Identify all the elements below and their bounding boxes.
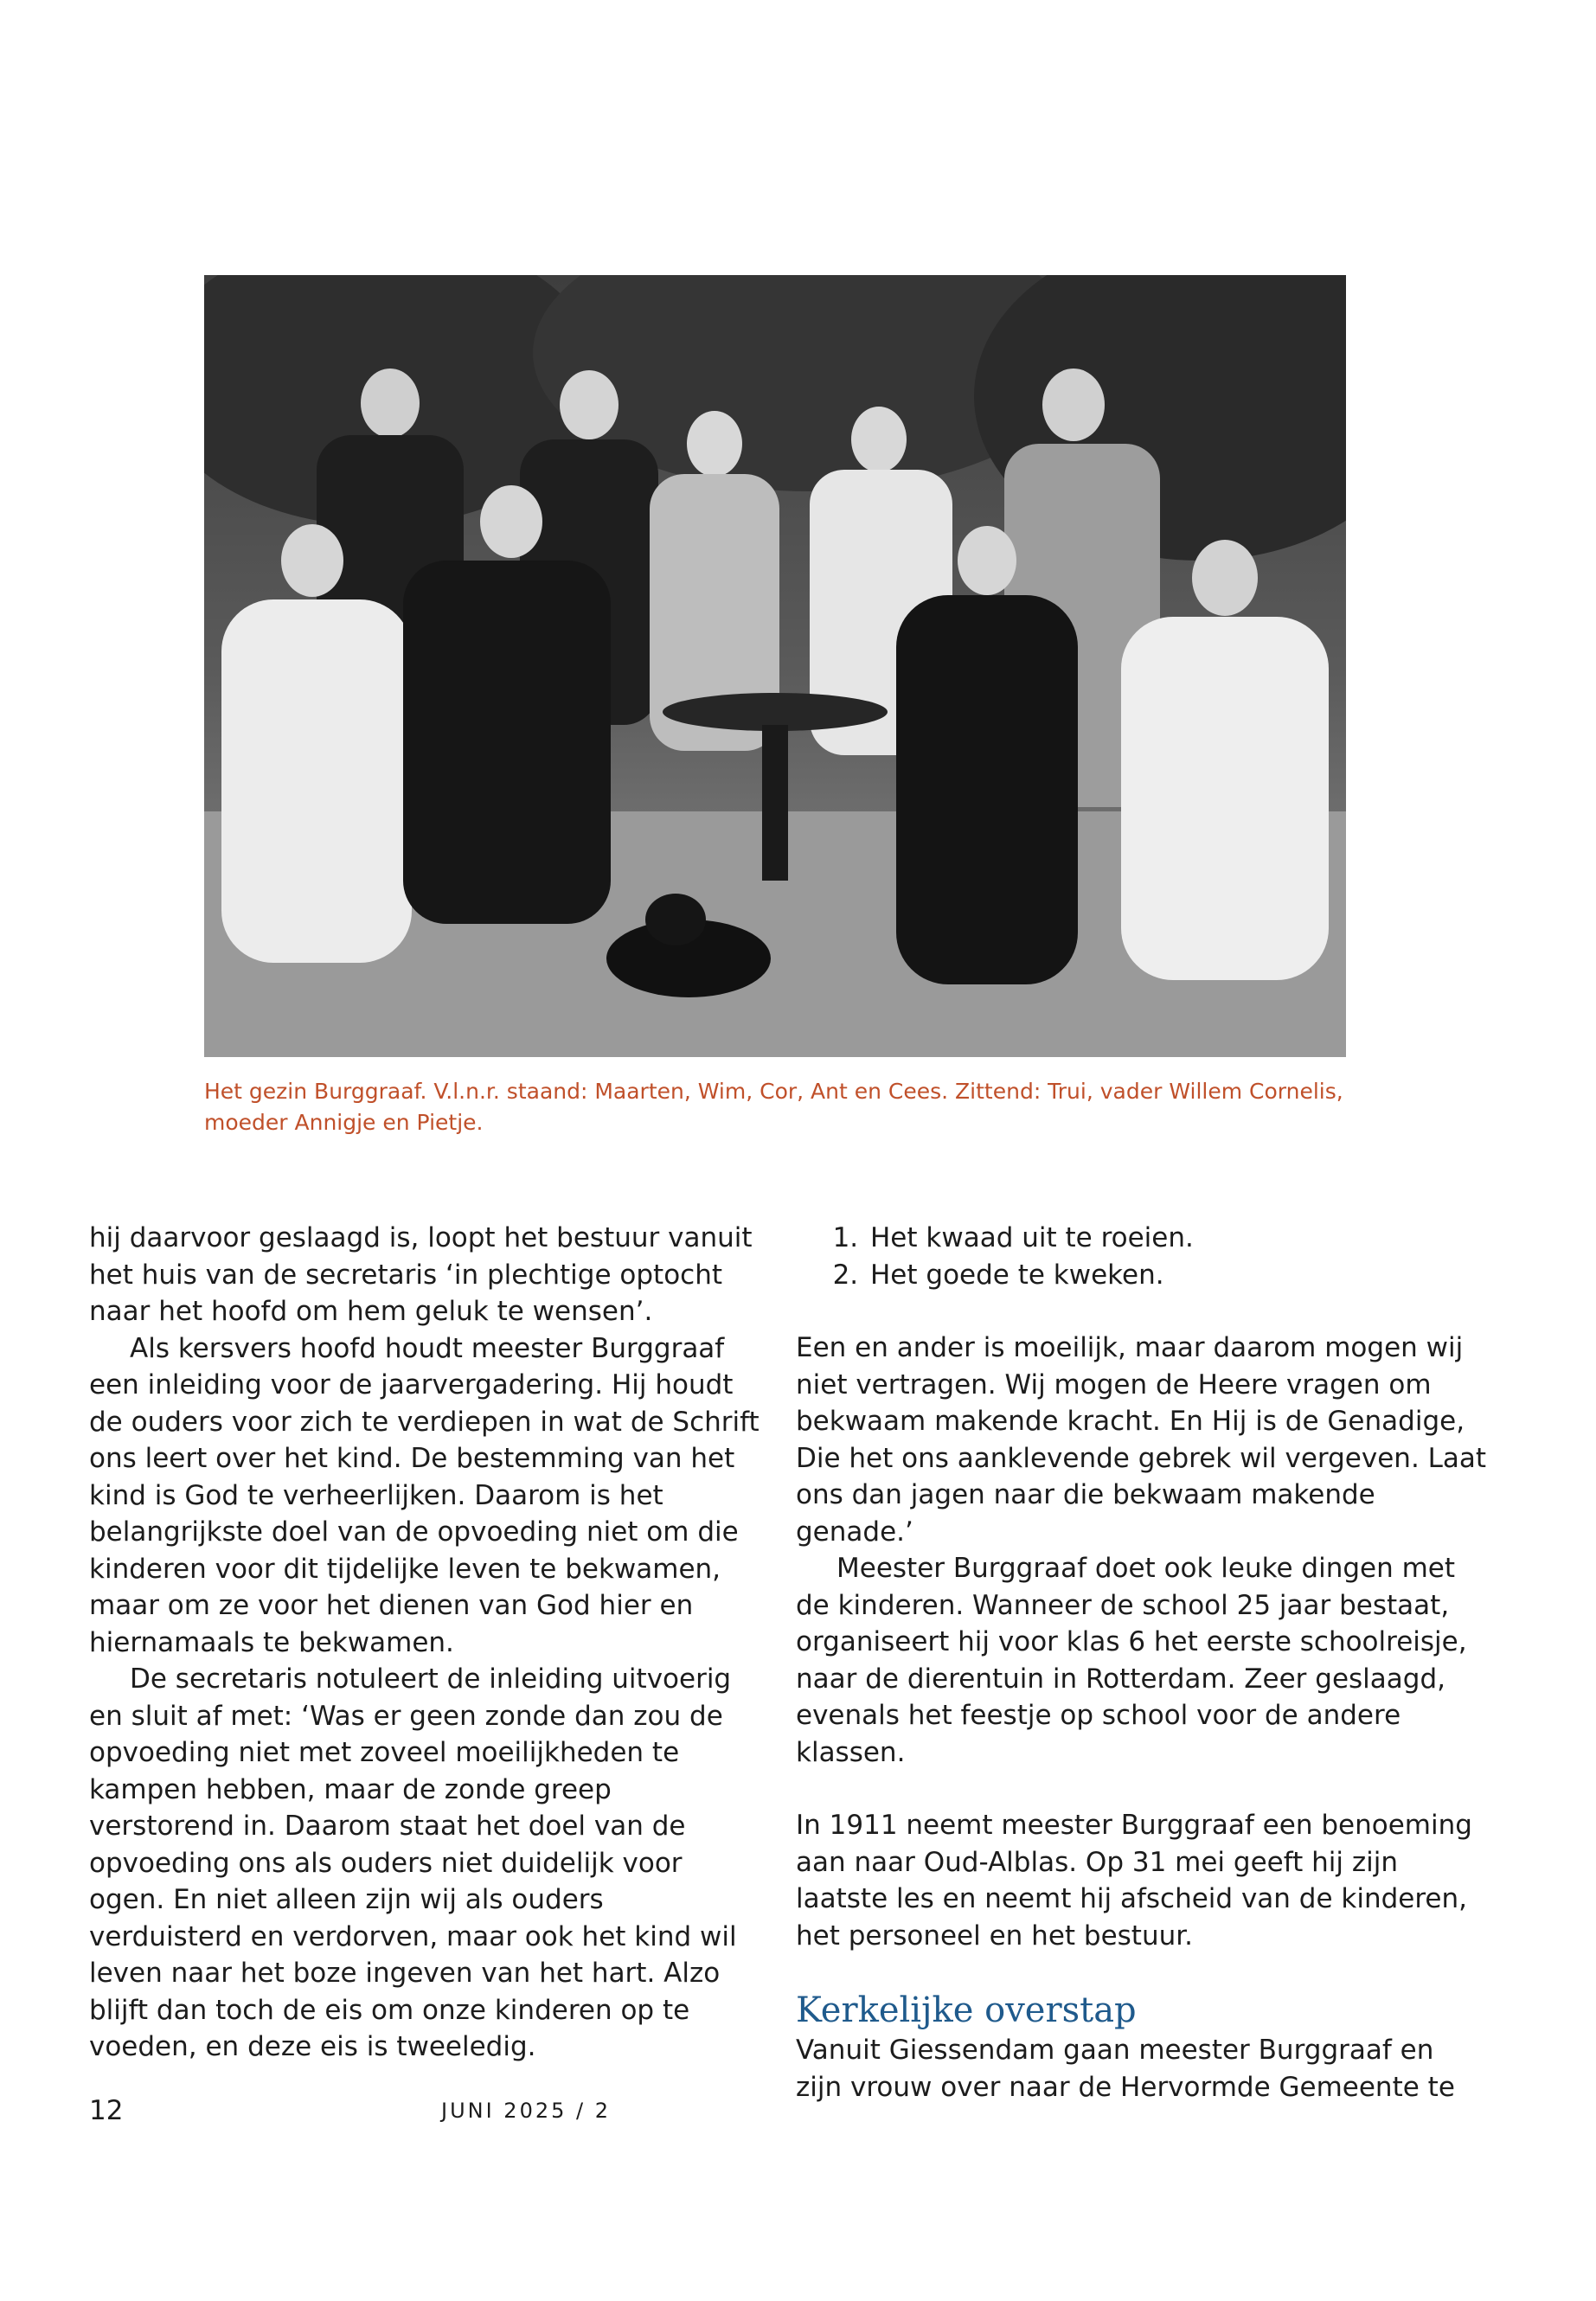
issue-label: JUNI 2025 / 2 [441,2099,611,2123]
paragraph: Vanuit Giessendam gaan meester Burggraaf en zijn vrouw over naar de Hervormde Gemeente te [796,2035,1455,2103]
paragraph: Meester Burggraaf doet ook leuke dingen met de kinderen. Wanneer de school 25 jaar bestaat, organiseert hij voor klas 6 het eerste schoolreisje, naar de dierentuin in Rotterdam. Zeer geslaagd, evenals het feestje op school voor de andere klassen. [796,1553,1467,1768]
family-photo [204,275,1346,1057]
right-column [796,1220,1488,2106]
page-number: 12 [89,2095,124,2126]
photo-caption: Het gezin Burggraaf. V.l.n.r. staand: Maarten, Wim, Cor, Ant en Cees. Zittend: Trui, vader Willem Cornelis, moeder Annigje en Pietje. [204,1079,1343,1135]
paragraph: Een en ander is moeilijk, maar daarom mogen wij niet vertragen. Wij mogen de Heere vragen om bekwaam makende kracht. En Hij is de Genadige, Die het ons aanklevende gebrek wil vergeven. Laat ons dan jagen naar die bekwaam makende genade.’ [796,1332,1487,1548]
paragraph: De secretaris notuleert de inleiding uitvoerig en sluit af met: ‘Was er geen zonde dan zou de opvoeding niet met zoveel moeilijkheden te kampen hebben, maar de zonde greep verstorend in. Daarom staat het doel van de opvoeding ons als ouders niet duidelijk voor ogen. En niet alleen zijn wij als ouders verduisterd en verdorven, maar ook het kind wil leven naar het boze ingeven van het hart. Alzo blijft dan toch de eis om onze kinderen op te voeden, en deze eis is tweeledig. [89,1663,737,2062]
section-heading: Kerkelijke overstap [796,1990,1137,2030]
family-photo-icon [204,275,1346,1057]
paragraph: Als kersvers hoofd houdt meester Burggraaf een inleiding voor de jaarvergadering. Hij houdt de ouders voor zich te verdiepen in wat de Schrift ons leert over het kind. De bestemming van het kind is God te verheerlijken. Daarom is het belangrijkste doel van de opvoeding niet om die kinderen voor dit tijdelijke leven te bekwamen, maar om ze voor het dienen van God hier en hiernamaals te bekwamen. [89,1332,760,1658]
paragraph: hij daarvoor geslaagd is, loopt het bestuur vanuit het huis van de secretaris ‘in plechtige optocht naar het hoofd om hem geluk te wensen’. [89,1222,753,1327]
numbered-list [796,1220,1488,1293]
list-item: 1. Het kwaad uit te roeien. [867,1220,1488,1257]
paragraph: In 1911 neemt meester Burggraaf een benoeming aan naar Oud-Alblas. Op 31 mei geeft hij zijn laatste les en neemt hij afscheid van de kinderen, het personeel en het bestuur. [796,1810,1472,1952]
left-column [89,1220,764,2066]
list-item: 2. Het goede te kweken. [867,1257,1488,1294]
